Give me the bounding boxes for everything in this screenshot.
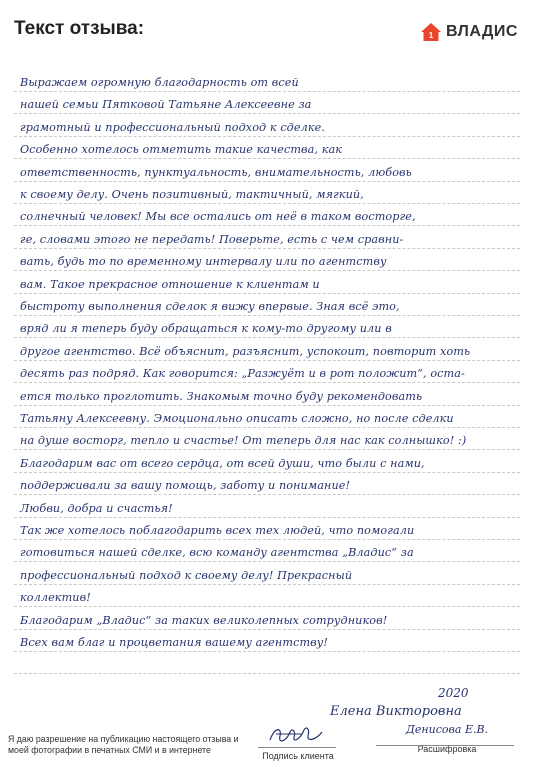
review-line: Благодарим вас от всего сердца, от всей души, что были с нами, [20, 456, 425, 470]
review-line: вряд ли я теперь буду обращаться к кому-то другому или в [20, 322, 392, 336]
handwritten-signature [262, 722, 334, 748]
ruled-line [14, 203, 520, 204]
ruled-line [14, 427, 520, 428]
review-line: вать, будь то по временному интервалу или по агентству [20, 255, 387, 269]
decode-value: Денисова Е.В. [405, 723, 489, 736]
ruled-line [14, 382, 520, 383]
ruled-line [14, 136, 520, 137]
review-line: Благодарим „Владис“ за таких великолепных сотрудников! [20, 613, 388, 627]
ruled-line [14, 113, 520, 114]
logo-text: ВЛАДИС [446, 23, 518, 40]
review-line: профессиональный подход к своему делу! Прекрасный [20, 568, 353, 582]
review-line: коллектив! [20, 591, 91, 605]
ruled-line [14, 181, 520, 182]
ruled-line [14, 449, 520, 450]
ruled-line [14, 315, 520, 316]
review-line: грамотный и профессиональный подход к сделке. [20, 120, 325, 134]
decode-label: Расшифровка [417, 744, 477, 754]
review-line: ответственность, пунктуальность, внимательность, любовь [20, 165, 412, 179]
publication-consent: Я даю разрешение на публикацию настоящего отзыва и моей фотографии в печатных СМИ и в интернете [8, 734, 239, 755]
ruled-line [14, 405, 520, 406]
signature-label: Подпись клиента [262, 751, 334, 761]
review-date: 2020 [438, 686, 469, 700]
review-line: ге, словами этого не передать! Поверьте, есть с чем сравни- [20, 232, 404, 246]
ruled-line [14, 673, 520, 674]
review-line: к своему делу. Очень позитивный, тактичный, мягкий, [20, 188, 364, 201]
review-line: ется только проглотить. Знакомым точно буду рекомендовать [20, 389, 423, 403]
review-line: поддерживали за вашу помощь, заботу и понимание! [20, 479, 351, 493]
review-line: нашей семьи Пятковой Татьяне Алексеевне за [20, 98, 312, 112]
review-line: Выражаем огромную благодарность от всей [20, 76, 299, 89]
ruled-line [14, 293, 520, 294]
ruled-line [14, 472, 520, 473]
ruled-line [14, 225, 520, 226]
review-line: Особенно хотелось отметить такие качества, как [20, 143, 343, 157]
review-line: другое агентство. Всё объяснит, разъяснит, успокоит, повторит хоть [20, 344, 471, 358]
ruled-line [14, 270, 520, 271]
ruled-line [14, 158, 520, 159]
form-title: Текст отзыва: [14, 18, 145, 39]
ruled-line [14, 494, 520, 495]
house-logo-icon [420, 22, 442, 42]
decode-block [372, 720, 522, 754]
ruled-line [14, 629, 520, 630]
ruled-line [14, 360, 520, 361]
author-name: Елена Викторовна [330, 704, 462, 719]
ruled-line [14, 517, 520, 518]
vladis-logo [420, 22, 518, 42]
review-line: Всех вам благ и процветания вашему агентству! [20, 636, 328, 649]
svg-text:1: 1 [428, 31, 434, 40]
ruled-line [14, 561, 520, 562]
review-line: десять раз подряд. Как говорится: „Разжуёт и в рот положит“, оста- [20, 367, 465, 381]
review-line: вам. Такое прекрасное отношение к клиентам и [20, 277, 320, 291]
review-line: Татьяну Алексеевну. Эмоционально описать сложно, но после сделки [20, 412, 454, 425]
review-line: Любви, добра и счастья! [20, 501, 173, 515]
client-signature-block [248, 722, 348, 761]
ruled-line [14, 539, 520, 540]
ruled-line [14, 248, 520, 249]
ruled-line [14, 651, 520, 652]
decode-line [376, 745, 514, 746]
ruled-line [14, 337, 520, 338]
ruled-line [14, 584, 520, 585]
review-line: Так же хотелось поблагодарить всех тех людей, что помогали [20, 524, 415, 537]
review-line: солнечный человек! Мы все остались от неё в таком восторге, [20, 210, 416, 224]
review-line: быстроту выполнения сделок я вижу впервые. Зная всё это, [20, 300, 400, 313]
ruled-line [14, 91, 520, 92]
review-line: на душе восторг, тепло и счастье! От теперь для нас как солнышко! :) [20, 434, 467, 448]
ruled-line [14, 606, 520, 607]
review-line: готовиться нашей сделке, всю команду агентства „Владис“ за [20, 546, 414, 560]
signature-line [258, 747, 336, 748]
